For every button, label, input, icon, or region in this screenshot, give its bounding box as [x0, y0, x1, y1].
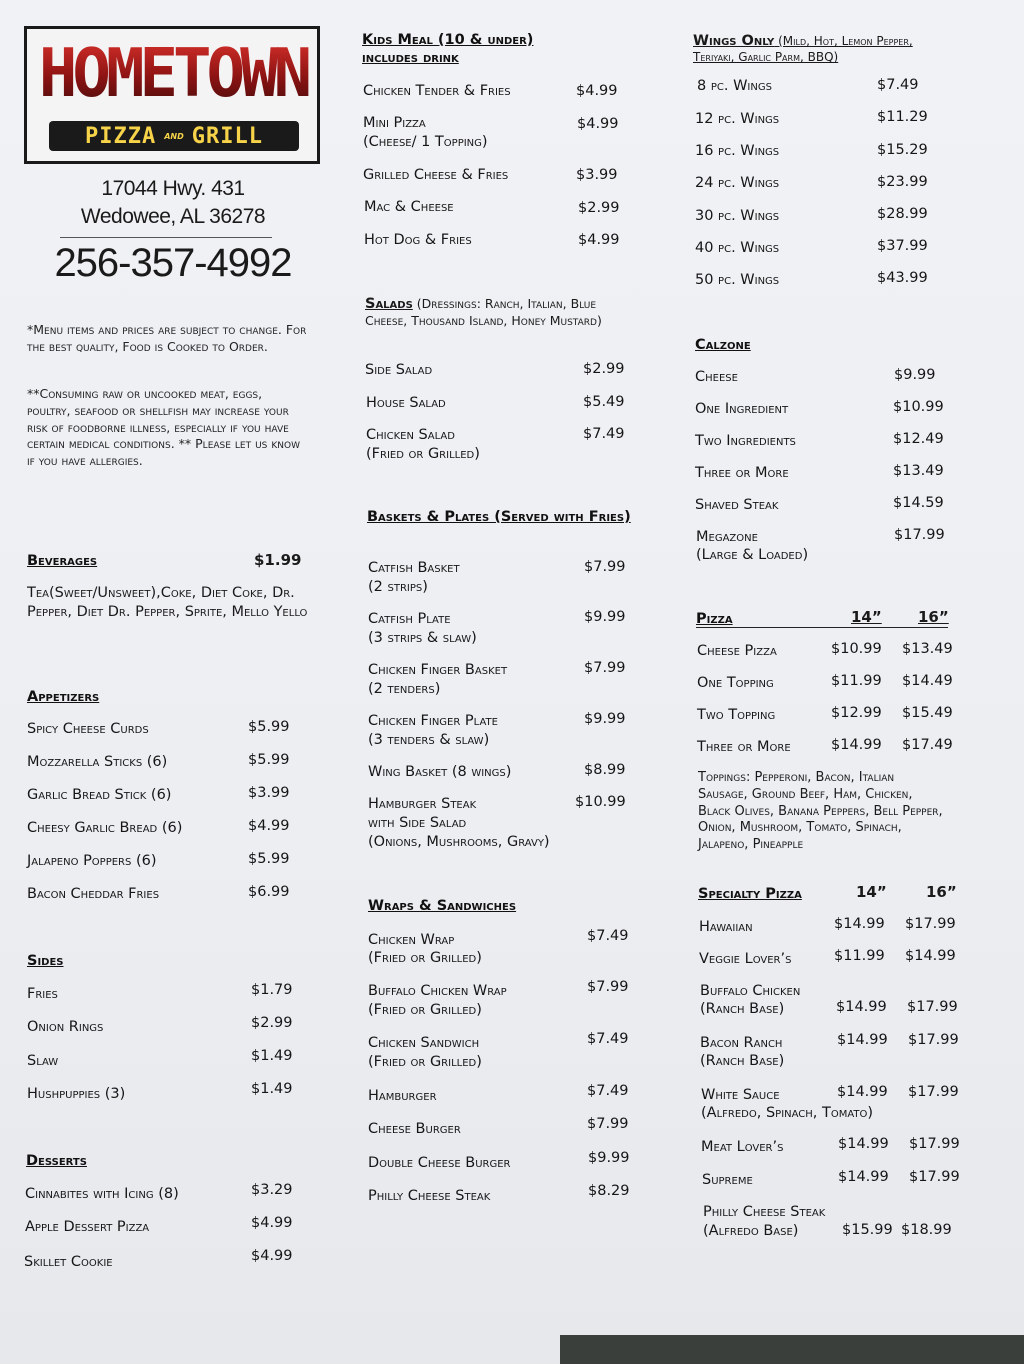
menu-item-price-16: $18.99: [901, 1222, 952, 1238]
menu-item-name: Cinnabites with Icing (8): [25, 1186, 179, 1202]
address-street: 17044 Hwy. 431: [101, 177, 245, 200]
pizza-heading-rule: [696, 627, 948, 628]
menu-item-price-16: $17.99: [905, 916, 956, 932]
menu-item-price: $7.99: [587, 1116, 629, 1132]
menu-item-price: $1.49: [251, 1048, 293, 1064]
menu-item-price: $3.29: [251, 1182, 293, 1198]
menu-item-name: Megazone: [696, 529, 758, 545]
price-change-note: *Menu items and prices are subject to change. For the best quality, Food is Cooked to Order.: [27, 322, 307, 354]
menu-item-name: Meat Lover’s: [701, 1139, 784, 1155]
menu-item-name: Two Topping: [697, 707, 776, 723]
wings-heading: Wings Only: [693, 33, 775, 49]
menu-item-name: Garlic Bread Stick (6): [27, 787, 172, 803]
menu-item-name: Catfish Basket: [368, 560, 460, 576]
menu-item-name: Side Salad: [365, 362, 433, 378]
menu-item-name: Philly Cheese Steak: [703, 1204, 826, 1220]
menu-item-price: $7.99: [584, 660, 626, 676]
menu-item-name: 24 pc. Wings: [695, 175, 780, 191]
menu-item-name: 8 pc. Wings: [697, 78, 772, 94]
menu-item-name: Fries: [27, 986, 58, 1002]
menu-item-price: $7.99: [587, 979, 629, 995]
menu-item-price: $37.99: [877, 238, 928, 254]
background-floor: [560, 1335, 1024, 1364]
menu-item-price-16: $13.49: [902, 641, 953, 657]
menu-item-price: $1.79: [251, 982, 293, 998]
menu-item-price-14: $14.99: [834, 916, 885, 932]
menu-item-price: $4.99: [576, 83, 618, 99]
menu-item-name: Three or More: [697, 739, 791, 755]
menu-item-price: $1.49: [251, 1081, 293, 1097]
appetizers-heading: Appetizers: [27, 689, 100, 705]
menu-item-name: 30 pc. Wings: [695, 208, 780, 224]
beverages-price: $1.99: [254, 551, 302, 569]
menu-item-price-14: $11.99: [834, 948, 885, 964]
menu-item-detail: (Large & Loaded): [696, 547, 809, 563]
menu-item-price: $6.99: [248, 884, 290, 900]
menu-item-detail: (Fried or Grilled): [366, 446, 480, 462]
menu-item-price: $5.99: [248, 752, 290, 768]
beverages-list: Tea(Sweet/Unsweet),Coke, Diet Coke, Dr. Pepper, Diet Dr. Pepper, Sprite, Mello Yello: [27, 585, 308, 620]
pizza-size-large: 16”: [918, 608, 949, 626]
menu-item-price-14: $15.99: [842, 1222, 893, 1238]
menu-item-price-16: $17.99: [908, 1032, 959, 1048]
menu-item-name: Cheese Pizza: [697, 643, 777, 659]
address-city: Wedowee, AL 36278: [80, 205, 266, 228]
phone-divider: [60, 237, 272, 238]
menu-item-price: $9.99: [588, 1150, 630, 1166]
menu-item-detail: (Ranch Base): [700, 1053, 785, 1069]
menu-item-price-14: $10.99: [831, 641, 882, 657]
menu-item-name: 50 pc. Wings: [695, 272, 780, 288]
pizza-size-small: 14”: [851, 608, 882, 626]
salads-header: [365, 296, 635, 329]
logo-subtitle-bar: [49, 121, 299, 151]
menu-item-name: Skillet Cookie: [24, 1254, 113, 1270]
menu-item-price: $3.99: [576, 167, 618, 183]
pizza-toppings: Toppings: Pepperoni, Bacon, Italian Sausage, Ground Beef, Ham, Chicken, Black Olives, Banana Peppers, Bell Pepper, Onion, Mushroom, Tomato, Spinach, Jalapeno, Pineapple: [698, 770, 943, 853]
menu-item-name: Chicken Wrap: [368, 932, 455, 948]
menu-item-name: Three or More: [695, 465, 789, 481]
menu-item-price: $5.99: [248, 719, 290, 735]
restaurant-logo: [24, 26, 320, 164]
logo-subtitle-right: GRILL: [191, 123, 263, 149]
pizza-heading: Pizza: [696, 611, 733, 627]
salads-dressings: (Dressings: Ranch, Italian, Blue Cheese, Thousand Island, Honey Mustard): [365, 296, 602, 328]
menu-item-name: Apple Dessert Pizza: [25, 1219, 150, 1235]
menu-item-name: Cheesy Garlic Bread (6): [27, 820, 183, 836]
menu-item-name: House Salad: [366, 395, 446, 411]
menu-item-price: $5.49: [583, 394, 625, 410]
menu-item-price: $7.49: [877, 77, 919, 93]
menu-item-price: $11.29: [877, 109, 928, 125]
menu-item-name: Slaw: [27, 1053, 59, 1069]
menu-item-name: Hamburger: [368, 1088, 437, 1104]
menu-item-name: One Topping: [697, 675, 774, 691]
salads-heading: Salads: [365, 296, 413, 312]
specialty-pizza-heading: Specialty Pizza: [698, 886, 802, 902]
menu-item-name: Chicken Finger Basket: [368, 662, 508, 678]
menu-item-name: Cheese: [695, 369, 738, 385]
menu-item-detail: with Side Salad: [368, 815, 467, 831]
menu-item-name: Bacon Ranch: [700, 1035, 783, 1051]
logo-subtitle-left: PIZZA: [85, 123, 157, 149]
menu-item-name: Double Cheese Burger: [368, 1155, 511, 1171]
menu-item-name: Buffalo Chicken: [700, 983, 801, 999]
menu-item-price: $4.99: [578, 232, 620, 248]
desserts-heading: Desserts: [26, 1153, 87, 1169]
menu-item-detail: (2 strips): [368, 579, 428, 595]
menu-item-price-14: $14.99: [838, 1136, 889, 1152]
menu-item-price: $7.49: [587, 1031, 629, 1047]
menu-item-name: Veggie Lover’s: [699, 951, 792, 967]
menu-item-name: Hamburger Steak: [368, 796, 477, 812]
menu-item-detail: (3 strips & slaw): [368, 630, 477, 646]
menu-item-price: $7.49: [587, 928, 629, 944]
menu-item-price: $9.99: [584, 711, 626, 727]
menu-item-detail: (Alfredo, Spinach, Tomato): [701, 1105, 874, 1121]
menu-item-name: 16 pc. Wings: [695, 143, 780, 159]
menu-item-price: $4.99: [248, 818, 290, 834]
menu-item-detail: (Ranch Base): [700, 1001, 785, 1017]
menu-item-price: $4.99: [577, 116, 619, 132]
menu-item-detail: (Fried or Grilled): [368, 1054, 482, 1070]
menu-item-name: Grilled Cheese & Fries: [363, 167, 509, 183]
menu-item-name: Hot Dog & Fries: [364, 232, 472, 248]
menu-item-price-14: $14.99: [836, 999, 887, 1015]
menu-item-price-14: $14.99: [837, 1032, 888, 1048]
kids-meal-heading: Kids Meal (10 & under): [362, 32, 534, 48]
calzone-heading: Calzone: [695, 337, 751, 353]
sides-heading: Sides: [27, 953, 64, 969]
menu-item-name: Supreme: [702, 1172, 753, 1188]
menu-item-name: Jalapeno Poppers (6): [27, 853, 157, 869]
menu-item-price-14: $11.99: [831, 673, 882, 689]
menu-item-price: $4.99: [251, 1215, 293, 1231]
menu-item-detail: (3 tenders & slaw): [368, 732, 490, 748]
phone-number: 256-357-4992: [54, 241, 292, 285]
menu-item-price: $14.59: [893, 495, 944, 511]
menu-item-name: Chicken Salad: [366, 427, 455, 443]
menu-item-name: Buffalo Chicken Wrap: [368, 983, 507, 999]
menu-item-name: Catfish Plate: [368, 611, 451, 627]
menu-item-name: Hushpuppies (3): [27, 1086, 126, 1102]
menu-item-price: $8.29: [588, 1183, 630, 1199]
menu-item-price: $15.29: [877, 142, 928, 158]
menu-item-name: Philly Cheese Steak: [368, 1188, 491, 1204]
menu-item-name: Wing Basket (8 wings): [368, 764, 512, 780]
wings-header: [693, 33, 953, 66]
menu-item-price: $5.99: [248, 851, 290, 867]
menu-item-detail: (Cheese/ 1 Topping): [363, 134, 488, 150]
menu-item-price: $2.99: [578, 200, 620, 216]
menu-item-name: 12 pc. Wings: [695, 111, 780, 127]
menu-item-price: $4.99: [251, 1248, 293, 1264]
menu-item-name: Mac & Cheese: [364, 199, 454, 215]
menu-item-price-16: $17.99: [909, 1169, 960, 1185]
menu-item-price: $10.99: [575, 794, 626, 810]
menu-item-price: $9.99: [584, 609, 626, 625]
menu-item-name: Mini Pizza: [363, 115, 426, 131]
menu-item-price: $7.99: [584, 559, 626, 575]
menu-item-price: $2.99: [251, 1015, 293, 1031]
menu-item-detail: (Fried or Grilled): [368, 950, 482, 966]
menu-item-price-14: $14.99: [838, 1169, 889, 1185]
menu-item-name: White Sauce: [701, 1087, 780, 1103]
menu-item-name: Two Ingredients: [695, 433, 796, 449]
menu-item-price-14: $14.99: [831, 737, 882, 753]
menu-item-name: Mozzarella Sticks (6): [27, 754, 168, 770]
menu-item-price-16: $17.99: [907, 999, 958, 1015]
menu-item-price-14: $14.99: [837, 1084, 888, 1100]
menu-item-price: $8.99: [584, 762, 626, 778]
menu-item-name: Bacon Cheddar Fries: [27, 886, 160, 902]
menu-item-price-14: $12.99: [831, 705, 882, 721]
menu-item-name: Chicken Finger Plate: [368, 713, 498, 729]
menu-item-price-16: $17.49: [902, 737, 953, 753]
specialty-size-small: 14”: [856, 883, 887, 901]
logo-subtitle-and: AND: [164, 131, 184, 141]
menu-item-price: $17.99: [894, 527, 945, 543]
menu-item-name: Spicy Cheese Curds: [27, 721, 149, 737]
menu-item-name: Hawaiian: [699, 919, 753, 935]
menu-item-name: One Ingredient: [695, 401, 789, 417]
menu-item-price: $3.99: [248, 785, 290, 801]
menu-item-detail: (Onions, Mushrooms, Gravy): [368, 834, 550, 850]
menu-item-price: $2.99: [583, 361, 625, 377]
menu-item-price: $9.99: [894, 367, 936, 383]
menu-item-price: $43.99: [877, 270, 928, 286]
menu-item-name: Shaved Steak: [695, 497, 779, 513]
menu-item-price: $28.99: [877, 206, 928, 222]
menu-item-detail: (Fried or Grilled): [368, 1002, 482, 1018]
menu-item-name: Chicken Tender & Fries: [363, 83, 511, 99]
wraps-heading: Wraps & Sandwiches: [368, 898, 517, 914]
menu-item-price-16: $17.99: [908, 1084, 959, 1100]
menu-item-price-16: $15.49: [902, 705, 953, 721]
menu-item-price: $23.99: [877, 174, 928, 190]
menu-item-price-16: $14.99: [905, 948, 956, 964]
kids-meal-subheading: includes drink: [362, 50, 459, 66]
wings-sauces: (Mild, Hot, Lemon Pepper, Teriyaki, Garlic Parm, BBQ): [693, 34, 913, 65]
baskets-heading: Baskets & Plates (Served with Fries): [367, 509, 631, 525]
menu-item-price: $10.99: [893, 399, 944, 415]
menu-item-price: $13.49: [893, 463, 944, 479]
menu-item-name: Onion Rings: [27, 1019, 104, 1035]
menu-item-price: $7.49: [583, 426, 625, 442]
specialty-size-large: 16”: [926, 883, 957, 901]
menu-item-name: 40 pc. Wings: [695, 240, 780, 256]
beverages-heading: Beverages: [27, 553, 98, 569]
menu-item-price: $12.49: [893, 431, 944, 447]
menu-item-price-16: $17.99: [909, 1136, 960, 1152]
menu-item-name: Cheese Burger: [368, 1121, 461, 1137]
menu-item-detail: (2 tenders): [368, 681, 441, 697]
logo-brand-text: HOMETOWN: [35, 33, 311, 115]
menu-item-name: Chicken Sandwich: [368, 1035, 480, 1051]
menu-item-price: $7.49: [587, 1083, 629, 1099]
consumer-advisory-note: **Consuming raw or uncooked meat, eggs, poultry, seafood or shellfish may increase your risk of foodborne illness, especially if you have certain medical conditions. ** Please let us know if you have allergies.: [27, 386, 300, 469]
menu-item-detail: (Alfredo Base): [703, 1223, 799, 1239]
menu-item-price-16: $14.49: [902, 673, 953, 689]
